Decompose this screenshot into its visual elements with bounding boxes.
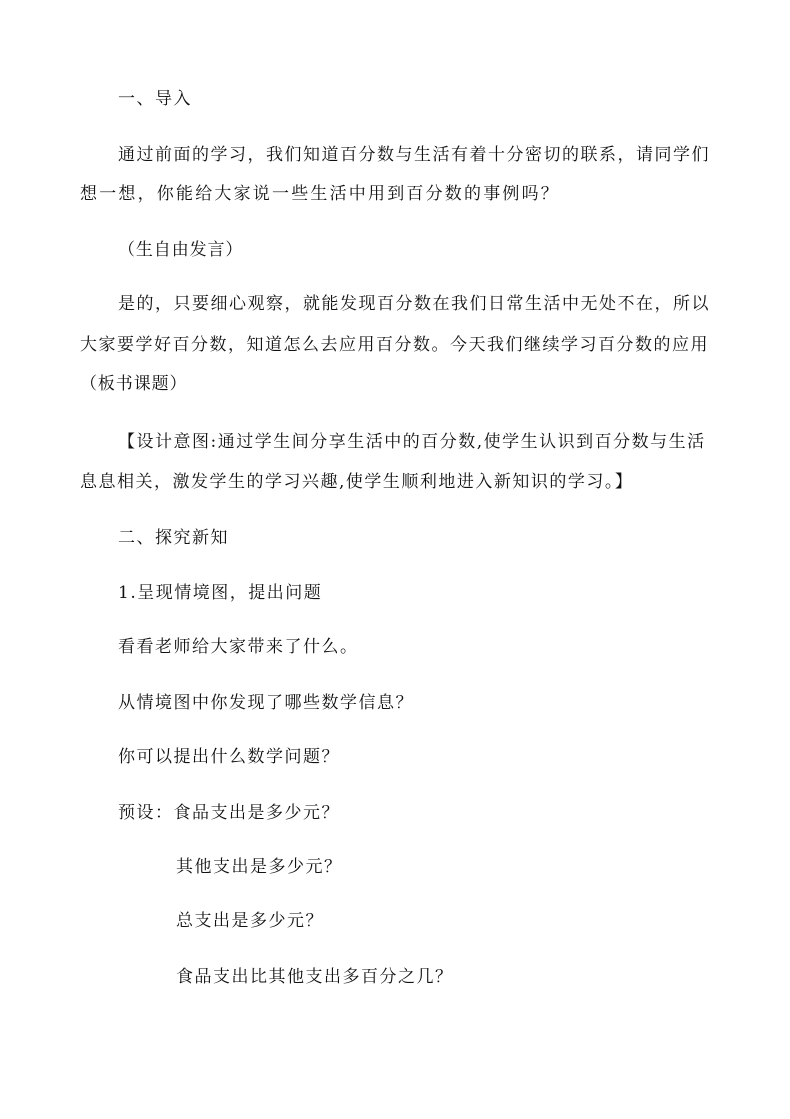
intro-paragraph1-line1: 通过前面的学习，我们知道百分数与生活有着十分密切的联系，请同学们: [118, 145, 710, 165]
intro-paragraph1-line2: 想一想，你能给大家说一些生活中用到百分数的事例吗？: [80, 184, 560, 204]
design-intent-line1: 【设计意图:通过学生间分享生活中的百分数,使学生认识到百分数与生活: [118, 432, 706, 452]
subsection1-heading: 1.呈现情境图，提出问题: [118, 583, 323, 603]
prompt-line-3: 你可以提出什么数学问题？: [118, 747, 340, 767]
prompt-line-1: 看看老师给大家带来了什么。: [118, 637, 359, 657]
preset-question-1: 预设：食品支出是多少元？: [118, 803, 340, 823]
preset-question-3: 总支出是多少元？: [176, 911, 324, 931]
section1-heading: 一、导入: [118, 89, 192, 109]
intro-paragraph2-line2: 大家要学好百分数，知道怎么去应用百分数。今天我们继续学习百分数的应用: [80, 335, 709, 355]
intro-paragraph2-line3: （板书课题）: [80, 374, 188, 394]
section2-heading: 二、探究新知: [118, 528, 229, 548]
prompt-line-2: 从情境图中你发现了哪些数学信息？: [118, 693, 414, 713]
intro-paragraph2-line1: 是的，只要细心观察，就能发现百分数在我们日常生活中无处不在，所以: [118, 294, 710, 314]
preset-question-4: 食品支出比其他支出多百分之几？: [176, 967, 454, 987]
preset-question-2: 其他支出是多少元？: [176, 857, 343, 877]
student-response: （生自由发言）: [118, 240, 244, 260]
design-intent-line2: 息息相关，激发学生的学习兴趣,使学生顺利地进入新知识的学习。】: [80, 472, 634, 492]
